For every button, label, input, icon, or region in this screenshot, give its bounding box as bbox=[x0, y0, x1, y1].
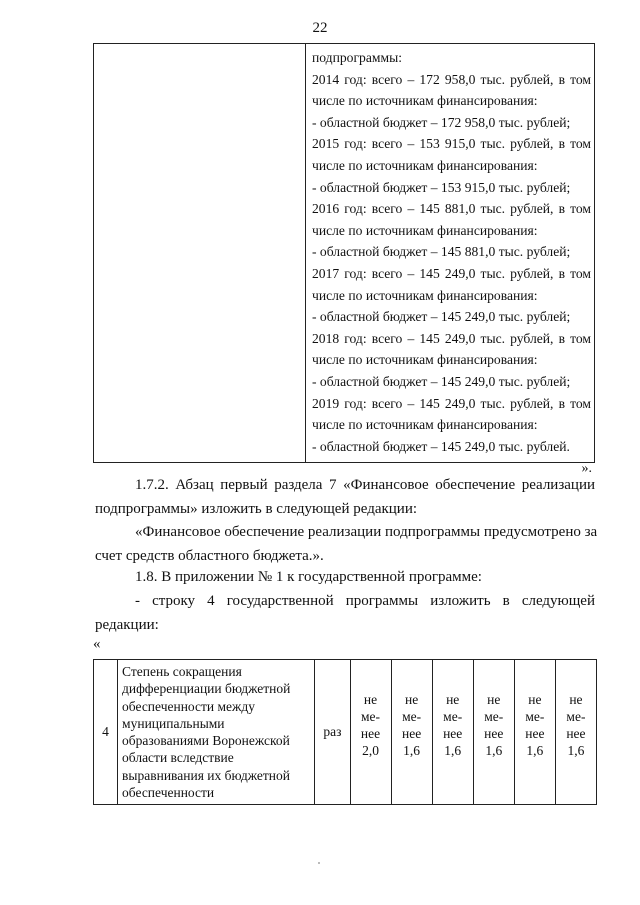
value-cell bbox=[350, 660, 391, 805]
funding-line: 2016 год: всего – 145 881,0 тыс. рублей, в том bbox=[312, 201, 591, 217]
value-text: не bbox=[487, 692, 501, 708]
paragraph-line: 1.7.2. Абзац первый раздела 7 «Финансовое обеспечение реализации bbox=[135, 477, 595, 493]
indicator-table bbox=[93, 659, 597, 805]
value-text: нее bbox=[402, 726, 422, 742]
funding-table-empty-cell bbox=[94, 44, 306, 463]
indicator-name-line: Степень сокращения bbox=[122, 664, 242, 679]
paragraph-line: «Финансовое обеспечение реализации подпрограммы предусмотрено за bbox=[135, 524, 598, 540]
value-text: нее bbox=[443, 726, 463, 742]
funding-line: 2014 год: всего – 172 958,0 тыс. рублей, в том bbox=[312, 71, 591, 87]
funding-line: числе по источникам финансирования: bbox=[312, 287, 538, 303]
value-text: не bbox=[405, 692, 419, 708]
paragraph-financing-quote bbox=[95, 521, 598, 568]
opening-quote-mark: « bbox=[93, 636, 101, 652]
closing-quote-mark: ». bbox=[581, 461, 592, 476]
paragraph-line: - строку 4 государственной программы изложить в следующей bbox=[135, 593, 595, 609]
unit-cell: раз bbox=[315, 660, 350, 805]
paragraph-line: счет средств областного бюджета.». bbox=[95, 547, 324, 564]
value-text: нее bbox=[566, 726, 586, 742]
indicator-name-line: выравнивания их бюджетной bbox=[122, 767, 291, 783]
funding-line: - областной бюджет – 145 881,0 тыс. рублей; bbox=[312, 244, 571, 260]
value-text: не bbox=[569, 692, 583, 708]
funding-line: числе по источникам финансирования: bbox=[312, 417, 538, 433]
value-cell bbox=[473, 660, 514, 805]
funding-line: 2015 год: всего – 153 915,0 тыс. рублей, в том bbox=[312, 136, 591, 152]
funding-line: числе по источникам финансирования: bbox=[312, 93, 538, 109]
value-text: 1,6 bbox=[403, 743, 421, 759]
paragraph-row-4-instruction bbox=[95, 590, 595, 637]
value-cell bbox=[391, 660, 432, 805]
paragraph-1-7-2 bbox=[95, 474, 595, 521]
value-text: ме- bbox=[566, 709, 586, 725]
table-row bbox=[94, 660, 597, 805]
indicator-name-line: муниципальными bbox=[122, 715, 225, 731]
value-text: ме- bbox=[525, 709, 545, 725]
value-text: нее bbox=[484, 726, 504, 742]
funding-line: - областной бюджет – 172 958,0 тыс. рублей; bbox=[312, 114, 571, 130]
funding-line: 2018 год: всего – 145 249,0 тыс. рублей, в том bbox=[312, 330, 591, 346]
value-text: ме- bbox=[443, 709, 463, 725]
paragraph-line: 1.8. В приложении № 1 к государственной программе: bbox=[135, 569, 482, 585]
funding-line: числе по источникам финансирования: bbox=[312, 157, 538, 173]
value-text: 1,6 bbox=[567, 743, 585, 759]
funding-line: - областной бюджет – 145 249,0 тыс. рублей. bbox=[312, 438, 570, 454]
value-text: 2,0 bbox=[362, 743, 379, 759]
value-text: нее bbox=[525, 726, 545, 742]
paragraph-line: подпрограммы» изложить в следующей редакции: bbox=[95, 500, 418, 517]
indicator-name-line: образованиями Воронежской bbox=[122, 733, 290, 749]
value-text: ме- bbox=[484, 709, 504, 725]
value-text: 1,6 bbox=[485, 743, 503, 759]
funding-line: числе по источникам финансирования: bbox=[312, 352, 538, 368]
value-text: ме- bbox=[402, 709, 422, 725]
indicator-name-line: дифференциации бюджетной bbox=[122, 681, 291, 697]
indicator-name-cell bbox=[118, 660, 315, 805]
value-text: не bbox=[363, 692, 378, 708]
indicator-name-line: обеспеченности между bbox=[122, 698, 255, 714]
indicator-name-line: обеспеченности bbox=[122, 785, 215, 801]
funding-line: 2017 год: всего – 145 249,0 тыс. рублей, в том bbox=[312, 265, 591, 281]
row-number-cell: 4 bbox=[94, 660, 118, 805]
indicator-name-line: области вследствие bbox=[122, 750, 234, 766]
paragraph-line: редакции: bbox=[95, 616, 159, 633]
scan-speck bbox=[318, 862, 320, 864]
value-cell bbox=[432, 660, 473, 805]
funding-table-text-cell bbox=[306, 44, 595, 463]
funding-line: числе по источникам финансирования: bbox=[312, 222, 538, 238]
funding-line: - областной бюджет – 153 915,0 тыс. рублей; bbox=[312, 179, 571, 195]
paragraph-1-8 bbox=[95, 566, 595, 590]
funding-line: - областной бюджет – 145 249,0 тыс. рублей; bbox=[312, 373, 571, 389]
value-text: ме- bbox=[361, 709, 381, 725]
value-cell bbox=[555, 660, 596, 805]
value-text: нее bbox=[360, 726, 381, 742]
value-text: 1,6 bbox=[526, 743, 544, 759]
value-text: не bbox=[446, 692, 460, 708]
value-text: 1,6 bbox=[444, 743, 462, 759]
funding-line: - областной бюджет – 145 249,0 тыс. рублей; bbox=[312, 309, 571, 325]
value-text: не bbox=[528, 692, 542, 708]
funding-line: 2019 год: всего – 145 249,0 тыс. рублей, в том bbox=[312, 395, 591, 411]
value-cell bbox=[514, 660, 555, 805]
funding-line: подпрограммы: bbox=[312, 50, 402, 65]
funding-table bbox=[93, 43, 595, 463]
page-number: 22 bbox=[312, 20, 328, 36]
